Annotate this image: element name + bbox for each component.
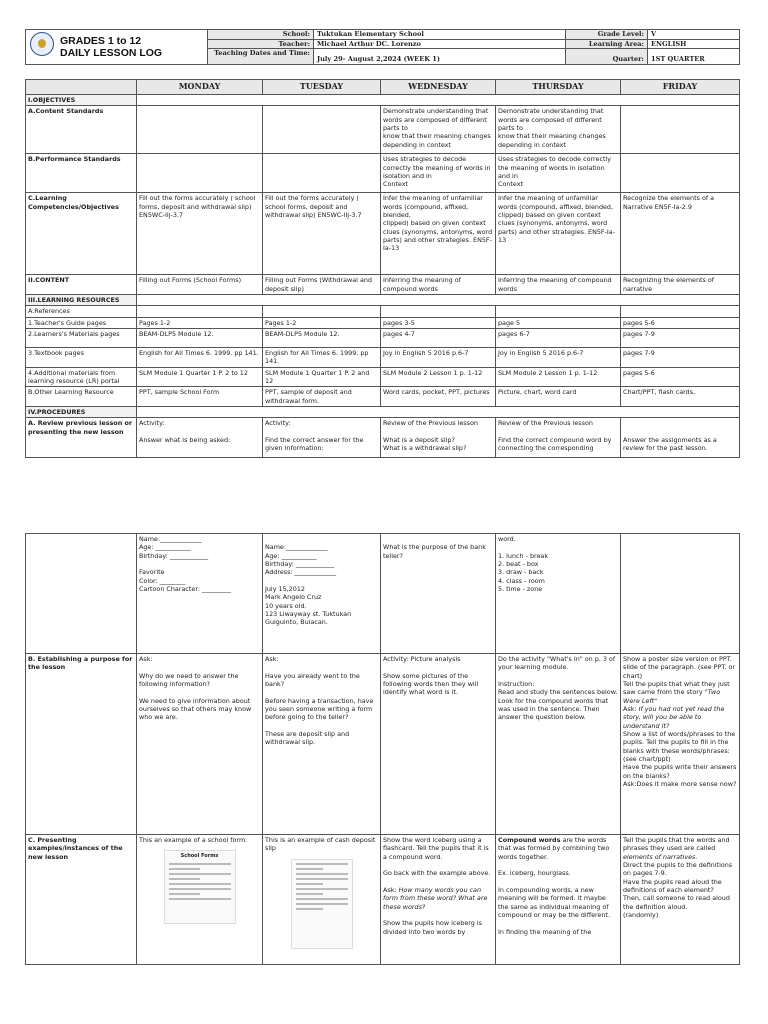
area-value: ENGLISH [648, 39, 740, 49]
cell-am-fri: pages 5-6 [621, 367, 740, 387]
cell-ps-fri [621, 154, 740, 193]
header-table [25, 29, 740, 65]
cell-tg-wed: pages 3-5 [381, 317, 496, 328]
school-value: Tuktukan Elementary School [314, 30, 566, 40]
cell-rv-tue: Activity: Find the correct answer for the given information: [263, 418, 381, 458]
row-label-review: A. Review previous lesson or presenting the new lesson [26, 418, 137, 458]
cell-am-wed: SLM Module 2 Lesson 1 p. 1-12 [381, 367, 496, 387]
cell-ct-thu: Inferring the meaning of compound words [496, 275, 621, 295]
deped-seal-icon [30, 32, 54, 56]
cell-tb-thu: Joy in English 5 2016 p.6-7 [496, 347, 621, 367]
teacher-label: Teacher: [208, 39, 314, 49]
cell-ct-tue: Filling out Forms (Withdrawal and deposit slip) [263, 275, 381, 295]
cell-tg-thu: page 5 [496, 317, 621, 328]
row-label-additional: 4.Additional materials from learning resource (LR) portal [26, 367, 137, 387]
cell-lm-fri: pages 7-9 [621, 328, 740, 347]
day-header-blank [26, 80, 137, 95]
section-procedures: IV.PROCEDURES [26, 406, 137, 417]
day-header-wednesday: WEDNESDAY [381, 80, 496, 95]
cell-rv-wed: Review of the Previous lesson What is a deposit slip? What is a withdrawal slip? [381, 418, 496, 458]
cell-ol-mon: PPT, sample School Form [137, 387, 263, 407]
section-objectives: I.OBJECTIVES [26, 95, 137, 106]
grade-value: V [648, 30, 740, 40]
cell-cont-mon: Name:_____________ Age: ___________ Birthday: ____________ Favorite Color: ________ Cartoon Character: _________ [137, 534, 263, 654]
cell-am-thu: SLM Module 2 Lesson 1 p. 1-12 [496, 367, 621, 387]
cell-tb-wed: Joy in English 5 2016 p.6-7 [381, 347, 496, 367]
cell-pp-tue: Ask: Have you already went to the bank? Before having a transaction, have you seen someone writing a form before going to the teller? These are deposit slip and withdrawal slip. [263, 654, 381, 835]
row-label-content-standards: A.Content Standards [26, 106, 137, 154]
cell-cs-mon [137, 106, 263, 154]
cell-am-tue: SLM Module 1 Quarter 1 P. 2 and 12 [263, 367, 381, 387]
quarter-label: Quarter: [566, 49, 648, 65]
section-resources: III.LEARNING RESOURCES [26, 294, 137, 305]
cont-label-cell [26, 534, 137, 654]
row-label-purpose: B. Establishing a purpose for the lesson [26, 654, 137, 835]
cell-cs-thu: Demonstrate understanding that words are composed of different parts to know that their meaning changes depending in context [496, 106, 621, 154]
dates-value: July 29- August 2,2024 (WEEK 1) [314, 49, 566, 65]
dates-label: Teaching Dates and Time: [208, 49, 314, 65]
cell-lc-thu: Infer the meaning of unfamiliar words (compound, affixed, blended, clipped) based on given context clues (synonyms, antonyms, word parts) and other strategies. EN5F-Ia-13 [496, 193, 621, 275]
row-label-textbook: 3.Textbook pages [26, 347, 137, 367]
cell-pp-fri: Show a poster size version or PPT. slide of the paragraph. (see PPT. or chart) Tell the pupils that what they just saw came from the story "Two Were Left" Ask: If you had not yet read the story, will you be able to understand it? Show a list of words/phrases to the pupils. Tell the pupils to fill in the blanks with these words/phrases: (see chart/ppt) Have the pupils write their answers on the blanks? Ask:Does it make more sense now? [621, 654, 740, 835]
day-header-friday: FRIDAY [621, 80, 740, 95]
cell-ol-fri: Chart/PPT, flash cards, [621, 387, 740, 407]
cell-cs-wed: Demonstrate understanding that words are composed of different parts to know that their meaning changes depending in context [381, 106, 496, 154]
cell-tg-mon: Pages 1-2 [137, 317, 263, 328]
cell-ct-mon: Filling out Forms (School Forms) [137, 275, 263, 295]
cell-ol-thu: Picture, chart, word card [496, 387, 621, 407]
cell-lm-mon: BEAM-DLP5 Module 12. [137, 328, 263, 347]
cell-pp-thu: Do the activity "What's In" on p. 3 of your learning module. Instruction: Read and study the sentences below. Look for the compound words that was used in the sentence. Then answer the question below. [496, 654, 621, 835]
cell-cont-tue: Name:_____________ Age: ___________ Birthday: ____________ Address: _____________ July 15,2012 Mark Angelo Cruz 10 years old. 123 Liwayway st. Tuktukan Guiguinto, Bulacan. [263, 534, 381, 654]
cell-lc-wed: Infer the meaning of unfamiliar words (compound, affixed, blended, clipped) based on given context clues (synonyms, antonyms, word parts) and other strategies. EN5F-Ia-13 [381, 193, 496, 275]
cell-pr-thu: Compound words are the words that was formed by combining two words together. Ex. iceberg, hourglass. In compounding words, a new meaning will be formed. it maybe the same as individual meaning of compound or may be the different. In finding the meaning of the [496, 835, 621, 965]
cell-pr-tue: This is an example of cash deposit slip [263, 835, 381, 965]
document-title: GRADES 1 to 12 DAILY LESSON LOG [60, 35, 163, 59]
cell-lc-mon: Fill out the forms accurately ( school forms, deposit and withdrawal slip) EN5WC-IIj-3.7 [137, 193, 263, 275]
cell-pp-wed: Activity: Picture analysis Show some pictures of the following words then they will identify what word is it. [381, 654, 496, 835]
lesson-table-bottom [25, 533, 740, 965]
row-label-guide: 1.Teacher's Guide pages [26, 317, 137, 328]
quarter-value: 1ST QUARTER [648, 49, 740, 65]
day-header-tuesday: TUESDAY [263, 80, 381, 95]
cell-ps-mon [137, 154, 263, 193]
row-label-competencies: C.Learning Competencies/Objectives [26, 193, 137, 275]
day-header-monday: MONDAY [137, 80, 263, 95]
cell-am-mon: SLM Module 1 Quarter 1 P. 2 to 12 [137, 367, 263, 387]
cell-tg-fri: pages 5-6 [621, 317, 740, 328]
school-form-thumbnail: School Forms [164, 850, 236, 924]
grade-label: Grade Level: [566, 30, 648, 40]
cell-ps-tue [263, 154, 381, 193]
cell-ol-wed: Word cards, pocket, PPT, pictures [381, 387, 496, 407]
cell-cs-tue [263, 106, 381, 154]
cell-ct-fri: Recognizing the elements of narrative [621, 275, 740, 295]
cell-lm-wed: pages 4-7 [381, 328, 496, 347]
cell-pp-mon: Ask: Why do we need to answer the following information? We need to give information about ourselves so that others may know who we are. [137, 654, 263, 835]
cell-cont-fri [621, 534, 740, 654]
cell-rv-fri: Answer the assignments as a review for the past lesson. [621, 418, 740, 458]
cell-lc-tue: Fill out the forms accurately ( school forms, deposit and withdrawal slip) EN5WC-IIj-3.7 [263, 193, 381, 275]
teacher-value: Michael Arthur DC. Lorenzo [314, 39, 566, 49]
cell-tb-fri: pages 7-9 [621, 347, 740, 367]
cell-rv-thu: Review of the Previous lesson Find the correct compound word by connecting the corresponding [496, 418, 621, 458]
cell-pr-wed: Show the word iceberg using a flashcard. Tell the pupils that it is a compound word. Go back with the example above. Ask: How many words you can form from these word? What are these words? Show the pupils how iceberg is divided into two words by [381, 835, 496, 965]
cell-lm-tue: BEAM-DLP5 Module 12. [263, 328, 381, 347]
cell-tg-tue: Pages 1-2 [263, 317, 381, 328]
cell-pr-fri: Tell the pupils that the words and phrases they used are called elements of narratives. Direct the pupils to the definitions on pages 7-9. Have the pupils read aloud the definitions of each element? Then, call someone to read aloud the definition aloud. (randomly) [621, 835, 740, 965]
row-label-content: II.CONTENT [26, 275, 137, 295]
area-label: Learning Area: [566, 39, 648, 49]
cell-lm-thu: pages 6-7 [496, 328, 621, 347]
cell-ps-wed: Uses strategies to decode correctly the meaning of words in isolation and in Context [381, 154, 496, 193]
cell-rv-mon: Activity: Answer what is being asked: [137, 418, 263, 458]
row-label-presenting: C. Presenting examples/instances of the new lesson [26, 835, 137, 965]
cell-ps-thu: Uses strategies to decode correctly the meaning of words in isolation and in Context [496, 154, 621, 193]
deposit-slip-thumbnail [291, 859, 353, 949]
cell-ct-wed: Inferring the meaning of compound words [381, 275, 496, 295]
cell-pr-mon: This an example of a school form. School Forms [137, 835, 263, 965]
lesson-table-top [25, 79, 740, 458]
day-header-thursday: THURSDAY [496, 80, 621, 95]
cell-lc-fri: Recognize the elements of a Narrative EN5F-Ia-2.9 [621, 193, 740, 275]
row-label-materials: 2.Learners's Materials pages [26, 328, 137, 347]
row-label-references: A.References [26, 306, 137, 317]
row-label-performance-standards: B.Performance Standards [26, 154, 137, 193]
row-label-other: B.Other Learning Resource [26, 387, 137, 407]
cell-tb-mon: English for All Times 6. 1999. pp 141. [137, 347, 263, 367]
cell-cs-fri [621, 106, 740, 154]
cell-ol-tue: PPT, sample of deposit and withdrawal form. [263, 387, 381, 407]
cell-cont-wed: What is the purpose of the bank teller? [381, 534, 496, 654]
school-label: School: [208, 30, 314, 40]
cell-cont-thu: word. 1. lunch - break 2. beat - box 3. draw - back 4. class - room 5. time - zone [496, 534, 621, 654]
cell-tb-tue: English for All Times 6. 1999. pp 141. [263, 347, 381, 367]
